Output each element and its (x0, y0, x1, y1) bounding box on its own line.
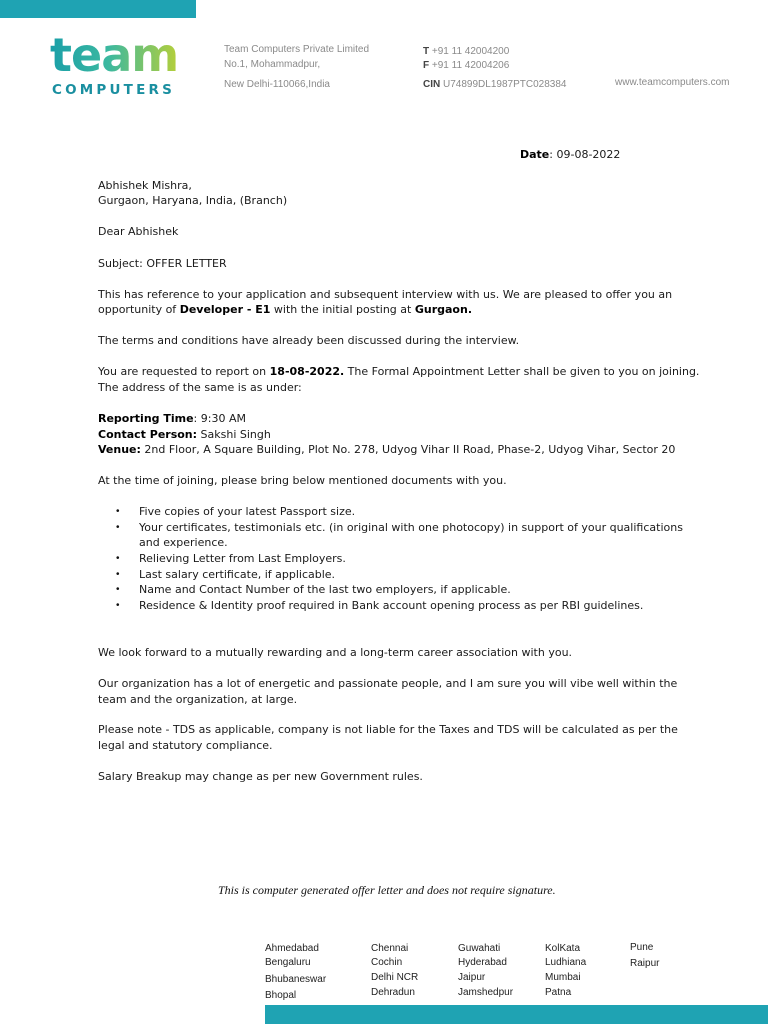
paragraph-1-line-2 (98, 304, 472, 315)
paragraph-1-line-1: This has reference to your application and subsequent interview with us. We are pleased to offer you an (98, 288, 673, 301)
computer-generated-note: This is computer generated offer letter and does not require signature. (218, 883, 556, 897)
company-logo (50, 28, 195, 102)
paragraph-4: We look forward to a mutually rewarding and a long-term career association with you. (98, 646, 573, 659)
city-name: Bhopal (265, 990, 297, 1001)
bullet-icon: • (116, 600, 120, 611)
phone-line (423, 47, 509, 57)
city-name: Guwahati (458, 943, 501, 954)
letter-date (520, 149, 620, 160)
venue-value: 2nd Floor, A Square Building, Plot No. 278, Udyog Vihar II Road, Phase-2, Udyog Vihar, Sector 20 (140, 443, 676, 456)
paragraph-5-line-1: Our organization has a lot of energetic and passionate people, and I am sure you will vibe well within the (98, 677, 678, 690)
role-title: Developer - E1 (179, 303, 271, 316)
city-name: Jaipur (458, 972, 486, 983)
phone-label: T (423, 46, 430, 57)
date-label: Date (520, 148, 550, 161)
paragraph-6-line-2: legal and statutory compliance. (98, 739, 273, 752)
city-name: Chennai (371, 943, 409, 954)
city-name: Hyderabad (458, 957, 507, 968)
logo-word: team (50, 28, 179, 82)
bullet-icon: • (116, 569, 120, 580)
city-name: Cochin (371, 957, 403, 968)
company-address-line1: No.1, Mohammadpur, (224, 59, 321, 70)
paragraph-3-line-1 (98, 366, 699, 377)
phone-number: +91 11 42004200 (431, 46, 510, 57)
posting-location: Gurgaon. (414, 303, 472, 316)
reporting-time (98, 413, 246, 424)
cin-label: CIN (423, 79, 441, 90)
city-name: Delhi NCR (371, 972, 419, 983)
paragraph-3-line-2: The address of the same is as under: (98, 381, 302, 394)
fax-label: F (423, 60, 430, 71)
cin-number: U74899DL1987PTC028384 (443, 79, 567, 90)
list-item: Your certificates, testimonials etc. (in original with one photocopy) in support of your qualifications (139, 521, 683, 534)
reporting-time-value: : 9:30 AM (193, 412, 246, 425)
city-name: Dehradun (371, 987, 415, 998)
recipient-name: Abhishek Mishra, (98, 179, 192, 192)
date-value: : 09-08-2022 (549, 148, 621, 161)
p3-post: The Formal Appointment Letter shall be given to you on joining. (344, 365, 700, 378)
contact-label: Contact Person: (98, 428, 198, 441)
list-item: Five copies of your latest Passport size. (139, 505, 356, 518)
city-name: Ludhiana (545, 957, 587, 968)
fax-number: +91 11 42004206 (431, 60, 510, 71)
list-item: Relieving Letter from Last Employers. (139, 552, 346, 565)
paragraph-5-line-2: team and the organization, at large. (98, 693, 298, 706)
city-name: Pune (630, 942, 654, 953)
recipient-address: Gurgaon, Haryana, India, (Branch) (98, 194, 288, 207)
company-name: Team Computers Private Limited (224, 44, 370, 55)
paragraph-2: The terms and conditions have already been discussed during the interview. (98, 334, 520, 347)
bullet-icon: • (116, 584, 120, 595)
city-name: KolKata (545, 943, 581, 954)
bottom-accent-bar (265, 1005, 768, 1024)
contact-person (98, 429, 271, 440)
bullet-icon: • (116, 553, 120, 564)
subject-line: Subject: OFFER LETTER (98, 257, 227, 270)
joining-date: 18-08-2022. (269, 365, 345, 378)
paragraph-6-line-1: Please note - TDS as applicable, company is not liable for the Taxes and TDS will be calculated as per the (98, 723, 678, 736)
p3-pre: You are requested to report on (98, 365, 270, 378)
top-accent-bar (0, 0, 196, 18)
cin-line (423, 80, 566, 90)
list-item: Name and Contact Number of the last two employers, if applicable. (139, 583, 511, 596)
list-item-continuation: and experience. (139, 536, 228, 549)
fax-line (423, 61, 509, 71)
paragraph-7: Salary Breakup may change as per new Government rules. (98, 770, 423, 783)
city-name: Patna (545, 987, 572, 998)
logo-subword: COMPUTERS (52, 82, 176, 98)
documents-intro: At the time of joining, please bring below mentioned documents with you. (98, 474, 507, 487)
company-address-line2: New Delhi-110066,India (224, 79, 330, 90)
venue (98, 444, 675, 455)
list-item: Residence & Identity proof required in Bank account opening process as per RBI guidelines. (139, 599, 644, 612)
bullet-icon: • (116, 506, 120, 517)
city-name: Raipur (630, 958, 660, 969)
website-link[interactable]: www.teamcomputers.com (615, 77, 730, 88)
city-name: Mumbai (545, 972, 581, 983)
city-name: Ahmedabad (265, 943, 319, 954)
p1-mid: with the initial posting at (270, 303, 415, 316)
city-name: Bhubaneswar (265, 974, 327, 985)
contact-value: Sakshi Singh (197, 428, 271, 441)
p1-pre: opportunity of (98, 303, 180, 316)
bullet-icon: • (116, 522, 120, 533)
city-name: Jamshedpur (458, 987, 514, 998)
list-item: Last salary certificate, if applicable. (139, 568, 336, 581)
city-name: Bengaluru (265, 957, 311, 968)
salutation: Dear Abhishek (98, 225, 179, 238)
venue-label: Venue: (98, 443, 141, 456)
reporting-time-label: Reporting Time (98, 412, 194, 425)
